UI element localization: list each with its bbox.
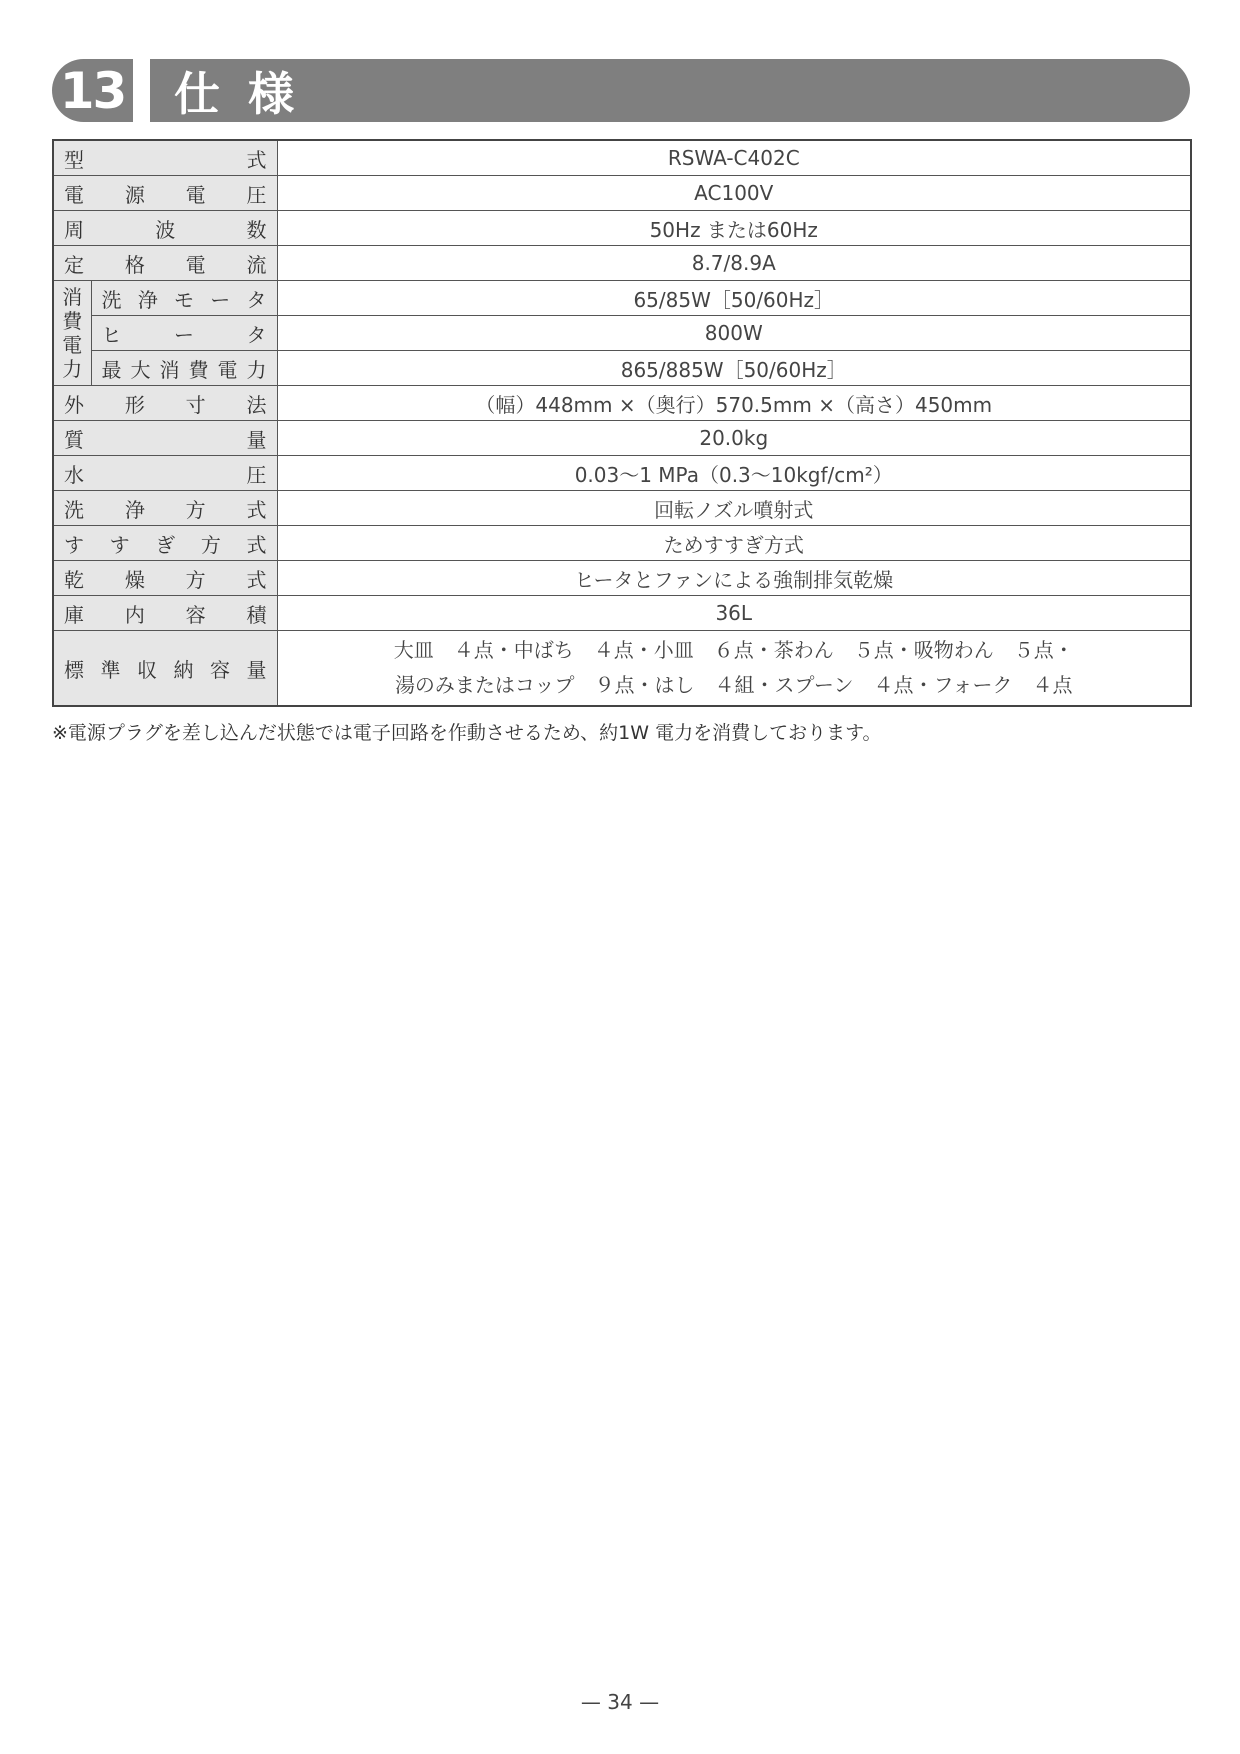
row-label-current (53, 246, 277, 281)
row-value-frequency: 50Hz または60Hz (277, 211, 1191, 246)
label-char: 方 (185, 567, 206, 592)
label-char: 量 (246, 657, 267, 682)
row-label-rinse-method (53, 526, 277, 561)
row-label-weight (53, 421, 277, 456)
label-char: 外 (64, 392, 84, 417)
row-value-weight: 20.0kg (277, 421, 1191, 456)
page-number: — 34 — (580, 1690, 660, 1714)
label-char: 式 (246, 497, 267, 522)
table-row (53, 246, 1191, 281)
label-char: 方 (185, 497, 206, 522)
row-value-max-power: 865/885W［50/60Hz］ (277, 351, 1191, 386)
table-row (53, 140, 1191, 176)
table-row (53, 386, 1191, 421)
row-label-dimensions (53, 386, 277, 421)
label-char: 電 (217, 357, 238, 382)
label-char: 数 (246, 217, 267, 242)
table-row (53, 526, 1191, 561)
label-char: 消 (62, 285, 83, 309)
label-char: 電 (185, 252, 206, 277)
label-char: 方 (200, 532, 221, 557)
label-char: 大 (130, 357, 151, 382)
row-value-motor: 65/85W［50/60Hz］ (277, 281, 1191, 316)
row-value-dry-method: ヒータとファンによる強制排気乾燥 (277, 561, 1191, 596)
row-label-standard-load (53, 631, 277, 707)
label-char: 寸 (185, 392, 206, 417)
label-char: タ (246, 287, 267, 312)
row-label-frequency (53, 211, 277, 246)
standard-load-line-1: 大皿 ４点・中ばち ４点・小皿 ６点・茶わん ５点・吸物わん ５点・ (393, 638, 1074, 662)
label-char: 最 (101, 357, 122, 382)
label-char: 格 (124, 252, 145, 277)
row-value-model: RSWA-C402C (277, 140, 1191, 176)
row-label-heater (91, 316, 277, 351)
label-char: 内 (124, 602, 145, 627)
label-char: 電 (64, 182, 84, 207)
row-label-max-power (91, 351, 277, 386)
label-char: ー (210, 287, 231, 312)
label-char: 力 (62, 357, 83, 381)
label-char: 定 (64, 252, 84, 277)
row-label-wash-method (53, 491, 277, 526)
label-char: 洗 (101, 287, 122, 312)
label-char: 浄 (124, 497, 145, 522)
label-char: 電 (62, 333, 83, 357)
label-char: 圧 (246, 182, 267, 207)
spec-table (52, 139, 1192, 707)
row-value-heater: 800W (277, 316, 1191, 351)
section-title: 仕様 (150, 59, 1190, 122)
section-number-badge: 13 (52, 59, 133, 122)
label-char: 式 (246, 532, 267, 557)
label-char: 式 (246, 147, 267, 172)
row-label-model (53, 140, 277, 176)
row-value-pressure: 0.03～1 MPa（0.3～10kgf/cm²） (277, 456, 1191, 491)
label-char: 乾 (64, 567, 84, 592)
table-row (53, 491, 1191, 526)
label-char: 波 (155, 217, 176, 242)
row-label-power-consumption (53, 281, 91, 386)
label-char: 納 (173, 657, 194, 682)
label-char: モ (174, 287, 194, 312)
label-char: 準 (100, 657, 121, 682)
label-char: 質 (64, 427, 84, 452)
row-value-dimensions: （幅）448mm ×（奥行）570.5mm ×（高さ）450mm (277, 386, 1191, 421)
table-row (53, 561, 1191, 596)
label-char: 圧 (246, 462, 267, 487)
label-char: ー (174, 322, 194, 347)
table-row (53, 421, 1191, 456)
label-char: 流 (246, 252, 267, 277)
table-row (53, 281, 1191, 316)
label-char: 法 (246, 392, 267, 417)
table-row (53, 351, 1191, 386)
label-char: 浄 (137, 287, 158, 312)
label-char: 水 (64, 462, 84, 487)
row-value-voltage: AC100V (277, 176, 1191, 211)
table-row (53, 316, 1191, 351)
label-char: 源 (124, 182, 145, 207)
label-char: 形 (124, 392, 145, 417)
label-char: 費 (62, 309, 83, 333)
label-char: す (64, 532, 84, 557)
label-char: す (109, 532, 130, 557)
label-char: 洗 (64, 497, 84, 522)
row-value-current: 8.7/8.9A (277, 246, 1191, 281)
row-value-standard-load (277, 631, 1191, 707)
label-char: 収 (137, 657, 157, 682)
table-row (53, 176, 1191, 211)
table-row (53, 211, 1191, 246)
label-char: タ (246, 322, 267, 347)
label-char: 標 (64, 657, 84, 682)
row-label-voltage (53, 176, 277, 211)
label-char: 費 (188, 357, 209, 382)
label-char: 容 (210, 657, 230, 682)
label-char: 型 (64, 147, 84, 172)
row-label-motor (91, 281, 277, 316)
table-row (53, 631, 1191, 707)
row-label-capacity (53, 596, 277, 631)
label-char: 式 (246, 567, 267, 592)
label-char: 庫 (64, 602, 84, 627)
label-char: 力 (246, 357, 267, 382)
label-char: 周 (64, 217, 84, 242)
table-row (53, 456, 1191, 491)
standard-load-line-2: 湯のみまたはコップ ９点・はし ４組・スプーン ４点・フォーク ４点 (394, 673, 1073, 697)
footnote: ※電源プラグを差し込んだ状態では電子回路を作動させるため、約1W 電力を消費しております。 (52, 722, 882, 744)
label-char: 電 (185, 182, 206, 207)
row-label-pressure (53, 456, 277, 491)
row-value-rinse-method: ためすすぎ方式 (277, 526, 1191, 561)
label-char: ヒ (101, 322, 122, 347)
label-char: 積 (246, 602, 267, 627)
row-value-wash-method: 回転ノズル噴射式 (277, 491, 1191, 526)
row-value-capacity: 36L (277, 596, 1191, 631)
table-row (53, 596, 1191, 631)
label-char: 消 (159, 357, 180, 382)
label-char: 量 (246, 427, 267, 452)
label-char: 燥 (124, 567, 145, 592)
label-char: ぎ (155, 532, 176, 557)
label-char: 容 (185, 602, 206, 627)
row-label-dry-method (53, 561, 277, 596)
